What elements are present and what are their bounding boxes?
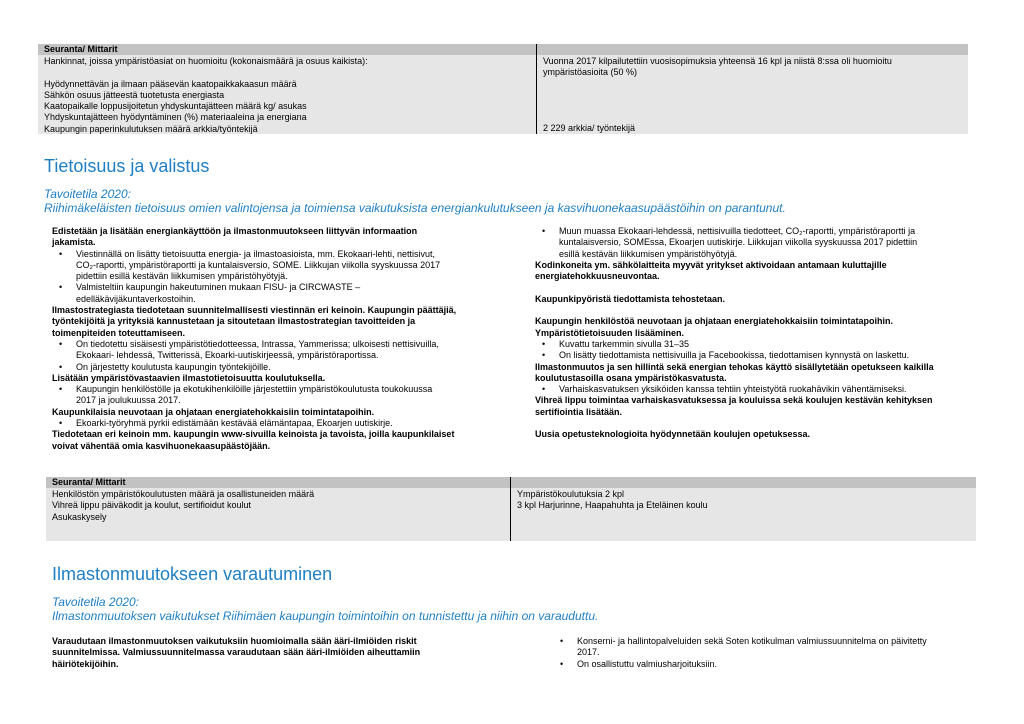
section1-left-column: [52, 226, 532, 452]
table2-left-col: [52, 489, 502, 523]
bullet-continuation: CO₂-raportti, ympäristöraportti ja kuntalaisversio, SOME. Liikkujan viikolla syyskuussa 2017: [76, 259, 441, 270]
bold-heading-line: Ilmastostrategiasta tiedotetaan suunnitelmallisesti viestinnän eri keinoin. Kaupungin päättäjiä,: [52, 305, 457, 316]
table1-left-col: [44, 56, 532, 135]
table-line: Kaupungin paperinkulutuksen määrä arkkia/työntekijä: [44, 123, 258, 134]
bold-heading-line: Tiedotetaan eri keinoin mm. kaupungin www-sivuilla keinoista ja tavoista, joilla kaupunkilaiset: [52, 429, 455, 440]
bullet-continuation: edelläkävijäkuntaverkostoihin.: [76, 293, 196, 304]
section1-goal-text: Riihimäkeläisten tietoisuus omien valintojensa ja toimiensa vaikutuksista energiankulutukseen ja kasvihuonekaasupäästöihin on parantunut.: [44, 201, 786, 215]
bold-heading-line: Kaupunkipyöristä tiedottamista tehostetaan.: [535, 293, 726, 304]
bullet-item: • On osallistuttu valmiusharjoituksiin.: [553, 659, 993, 670]
section2-right-column: [553, 636, 993, 670]
section1-title: Tietoisuus ja valistus: [44, 156, 210, 176]
bullet-continuation: Ekokaari- lehdessä, Twitterissä, Ekoarki-uutiskirjeessä, ympäristöraportissa.: [76, 350, 379, 361]
table-line: Yhdyskuntajätteen hyödyntäminen (%) materiaaleina ja energiana: [44, 112, 307, 123]
table2-left-line: Vihreä lippu päiväkodit ja koulut, sertifioidut koulut: [52, 500, 251, 511]
table2-divider: [510, 477, 511, 541]
bullet-item: • Kuvattu tarkemmin sivulla 31–35: [535, 339, 975, 350]
table2-header: Seuranta/ Mittarit: [46, 477, 976, 488]
table1-right-top: [543, 56, 963, 79]
bullet-item: • On lisätty tiedottamista nettisivuilla ja Facebookissa, tiedottamisen kynnystä on laskettu.: [535, 350, 975, 361]
bullet-continuation: 2017.: [577, 647, 600, 658]
bullet-item: • On järjestetty koulutusta kaupungin työntekijöille.: [52, 362, 532, 373]
spacer: [535, 305, 975, 316]
bold-heading-line: energiatehokkuusneuvontaa.: [535, 271, 660, 282]
bold-heading-line: Ilmastonmuutos ja sen hillintä sekä energian tehokas käyttö sisällytetään opetukseen kaikilla: [535, 361, 934, 372]
bold-heading-line: voivat vähentää omia kasvihuonekaasupäästöjään.: [52, 440, 271, 451]
bullet-item: • Viestinnällä on lisätty tietoisuutta energia- ja ilmastoasioista, mm. Ekokaari-lehti, nettisivut,: [52, 249, 532, 260]
bullet-item: • Konserni- ja hallintopalveluiden sekä Soten kotikulman valmiussuunnitelma on päivitetty: [553, 636, 993, 647]
table1-right-line: ympäristöasioita (50 %): [543, 67, 638, 78]
bold-heading-line: Vihreä lippu toimintaa varhaiskasvatuksessa ja kouluissa sekä koulujen kestävän kehityksen: [535, 395, 933, 406]
bold-heading-line: Kaupunkilaisia neuvotaan ja ohjataan energiatehokkaisiin toimintatapoihin.: [52, 406, 375, 417]
table1-divider: [536, 44, 537, 134]
table-line: Sähkön osuus jätteestä tuotetusta energiasta: [44, 89, 225, 100]
bold-heading-line: suunnitelmissa. Valmiussuunnitelmassa varaudutaan sään ääri-ilmiöiden aiheuttamiin: [52, 647, 421, 658]
bullet-continuation: esillä kestävän liikkumisen ympäristöhyötyjä.: [559, 248, 738, 259]
bold-heading-line: jakamista.: [52, 237, 96, 248]
table2-right-line: Ympäristökoulutuksia 2 kpl: [517, 489, 625, 499]
table1-header: Seuranta/ Mittarit: [38, 44, 968, 55]
bold-heading-line: Varaudutaan ilmastonmuutoksen vaikutuksiin huomioimalla sään ääri-ilmiöiden riskit: [52, 636, 417, 646]
table2-right-col: [517, 489, 967, 512]
bold-heading-line: Kodinkoneita ym. sähkölaitteita myyvät yritykset aktivoidaan antamaan kuluttajille: [535, 259, 887, 270]
section1-right-column: [535, 226, 975, 441]
section2-goal-label: Tavoitetila 2020:: [52, 595, 139, 609]
section1-goal-label: Tavoitetila 2020:: [44, 187, 131, 201]
spacer: [535, 418, 975, 429]
table-line: Kaatopaikalle loppusijoitetun yhdyskuntajätteen määrä kg/ asukas: [44, 101, 307, 112]
bold-heading-line: sertifiointia lisätään.: [535, 406, 623, 417]
table1-right-bottom: 2 229 arkkia/ työntekijä: [543, 123, 636, 133]
table-line: Hyödynnettävän ja ilmaan pääsevän kaatopaikkakaasun määrä: [44, 78, 297, 89]
spacer: [535, 282, 975, 293]
table-line: [44, 67, 532, 78]
bullet-item: • Valmisteltiin kaupungin hakeutuminen mukaan FISU- ja CIRCWASTE –: [52, 282, 532, 293]
bullet-item: • On tiedotettu sisäisesti ympäristötiedotteessa, Intrassa, Yammerissa; ulkoisesti nettisivuilla,: [52, 339, 532, 350]
bold-heading-line: Edistetään ja lisätään energiankäyttöön ja ilmastonmuutokseen liittyvän informaation: [52, 226, 418, 236]
bullet-continuation: 2017 ja joulukuussa 2017.: [76, 395, 181, 406]
table2-left-line: Henkilöstön ympäristökoulutusten määrä ja osallistuneiden määrä: [52, 489, 315, 499]
bold-heading-line: koulutustasoilla osana ympäristökasvatusta.: [535, 372, 727, 383]
table2-left-line: Asukaskysely: [52, 511, 107, 522]
bold-heading-line: Ympäristötietoisuuden lisääminen.: [535, 327, 685, 338]
bullet-item: • Muun muassa Ekokaari-lehdessä, nettisivuilla tiedotteet, CO₂-raportti, ympäristöraportti ja: [535, 226, 975, 237]
bold-heading-line: Kaupungin henkilöstöä neuvotaan ja ohjataan energiatehokkaisiin toimintatapoihin.: [535, 316, 894, 327]
table-line: Hankinnat, joissa ympäristöasiat on huomioitu (kokonaismäärä ja osuus kaikista):: [44, 56, 368, 66]
section2-left-column: [52, 636, 522, 670]
bold-heading-line: Uusia opetusteknologioita hyödynnetään koulujen opetuksessa.: [535, 429, 811, 440]
bullet-continuation: kuntalaisversio, SOMEssa, Ekoarjen uutiskirje. Liikkujan viikolla syyskuussa 2017 pidettiin: [559, 237, 918, 248]
bullet-item: • Ekoarki-työryhmä pyrkii edistämään kestävää elämäntapaa, Ekoarjen uutiskirje.: [52, 418, 532, 429]
bullet-item: • Kaupungin henkilöstölle ja ekotukihenkilöille järjestettiin ympäristökoulutusta toukokuussa: [52, 384, 532, 395]
section2-title: Ilmastonmuutokseen varautuminen: [52, 564, 333, 584]
bold-heading-line: työntekijöitä ja yrityksiä kannustetaan ja sitoutetaan ilmastostrategian tavoitteiden ja: [52, 316, 416, 327]
bullet-item: • Varhaiskasvatuksen yksiköiden kanssa tehtiin yhteistyötä ruokahävikin vähentämiseksi.: [535, 384, 975, 395]
bullet-continuation: pidettiin esillä kestävän liikkumisen ympäristöhyötyjä.: [76, 271, 288, 282]
bold-heading-line: Lisätään ympäristövastaavien ilmastotietoisuutta koulutuksella.: [52, 372, 326, 383]
bold-heading-line: häiriötekijöihin.: [52, 658, 119, 669]
table1-right-line: Vuonna 2017 kilpailutettiin vuosisopimuksia yhteensä 16 kpl ja niistä 8:ssa oli huomioitu: [543, 56, 892, 66]
table2-right-line: 3 kpl Harjurinne, Haapahuhta ja Eteläinen koulu: [517, 500, 708, 511]
bold-heading-line: toimenpiteiden toteuttamiseen.: [52, 327, 186, 338]
section2-goal-text: Ilmastonmuutoksen vaikutukset Riihimäen kaupungin toimintoihin on tunnistettu ja niihin on varauduttu.: [52, 609, 599, 623]
